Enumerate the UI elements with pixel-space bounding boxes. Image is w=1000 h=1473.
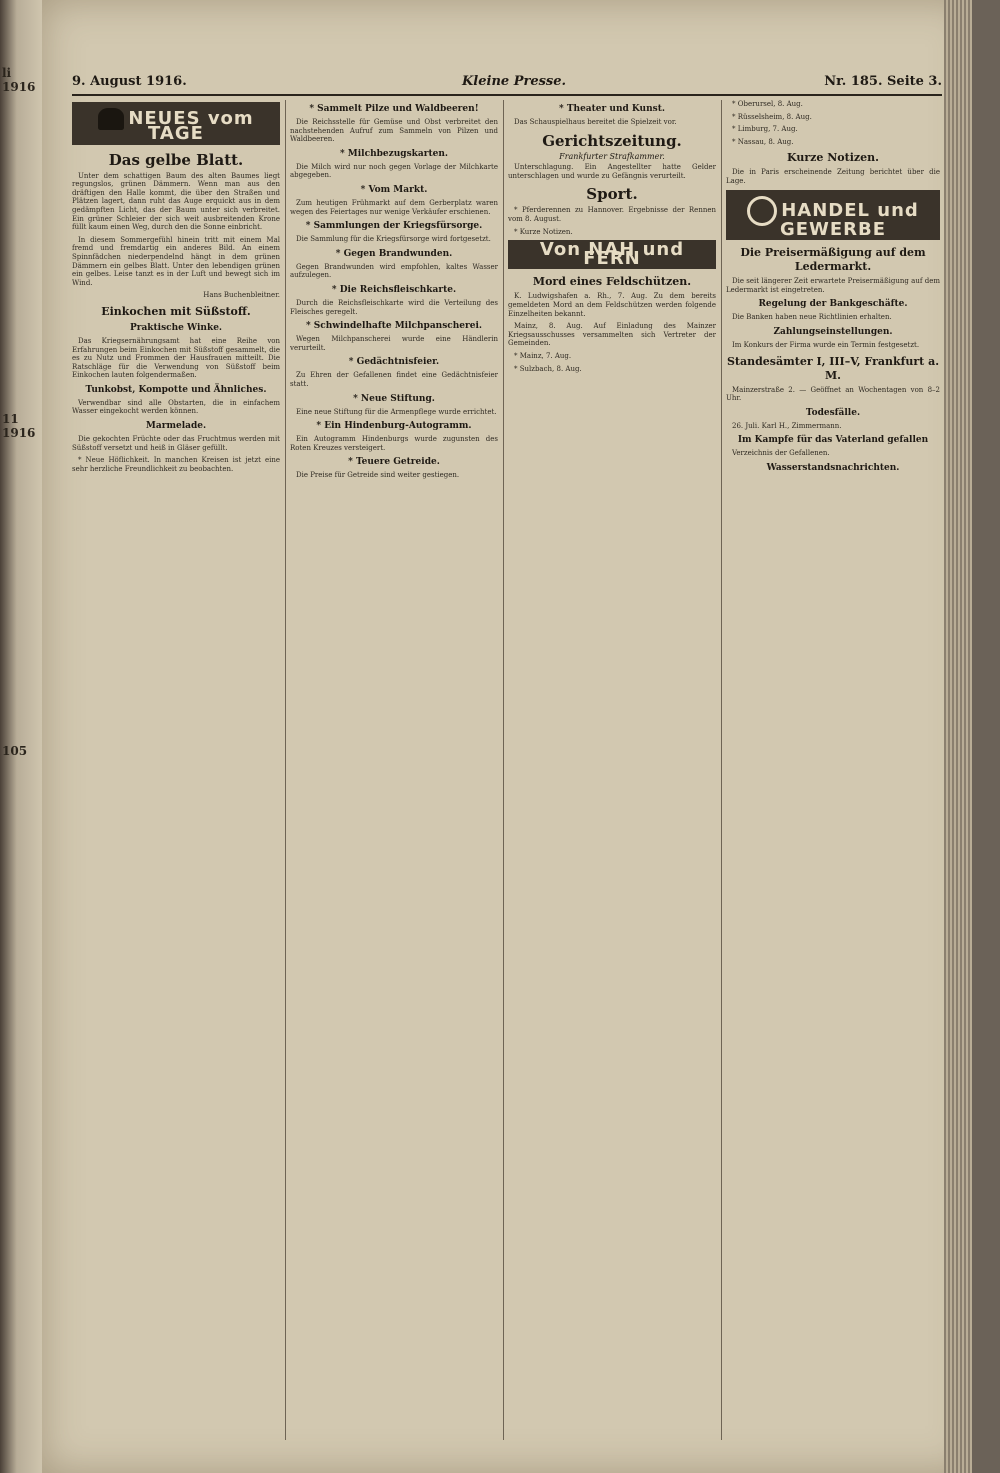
- gear-wheel-icon: [747, 196, 777, 226]
- article-title: Die Preisermäßigung auf dem Ledermarkt.: [740, 246, 926, 274]
- article-paragraph: K. Ludwigshafen a. Rh., 7. Aug. Zu dem bereits gemeldeten Mord an dem Feldschützen werden folgende Einzelheiten bekannt.: [508, 292, 716, 318]
- article-subtitle: * Vom Markt.: [360, 184, 428, 195]
- article-subtitle: * Gedächtnisfeier.: [348, 357, 440, 368]
- article-subtitle: Marmelade.: [145, 421, 207, 432]
- section-title-sport: Sport.: [586, 185, 638, 204]
- article-subtitle: * Gegen Brandwunden.: [335, 248, 453, 259]
- banner-text: HANDEL und GEWERBE: [779, 199, 919, 240]
- article-paragraph: Zum heutigen Frühmarkt auf dem Gerberplatz waren wegen des Feiertages nur wenige Verkäufer erschienen.: [290, 198, 498, 216]
- article-paragraph: Die Reichsstelle für Gemüse und Obst verbreitet den nachstehenden Aufruf zum Sammeln von Pilzen und Waldbeeren.: [290, 118, 498, 144]
- article-paragraph: * Mainz, 7. Aug.: [514, 351, 572, 360]
- section-banner-neues: [72, 102, 280, 145]
- article-paragraph: Verzeichnis der Gefallenen.: [732, 449, 830, 458]
- article-subtitle: * Schwindelhafte Milchpanscherei.: [305, 321, 483, 332]
- newspaper-page: [42, 0, 972, 1473]
- article-subtitle: * Teuere Getreide.: [348, 457, 440, 468]
- article-paragraph: Das Schauspielhaus bereitet die Spielzeit vor.: [514, 118, 677, 126]
- column-rule: [721, 100, 722, 1440]
- article-title: Mord eines Feldschützen.: [532, 275, 692, 289]
- article-paragraph: Eine neue Stiftung für die Armenpflege wurde errichtet.: [296, 407, 497, 416]
- column-rule: [285, 100, 286, 1440]
- article-subtitle: Im Kampfe für das Vaterland gefallen: [737, 435, 929, 446]
- article-paragraph: * Pferderennen zu Hannover. Ergebnisse der Rennen vom 8. August.: [508, 206, 716, 223]
- article-subtitle: Wasserstandsnachrichten.: [766, 462, 900, 473]
- article-subtitle: Praktische Winke.: [129, 322, 223, 333]
- article-paragraph: Das Kriegsernährungsamt hat eine Reihe von Erfahrungen beim Einkochen mit Süßstoff gesammelt, die es zu Nutz und Frommen der Hausfrauen mitteilt. Die Ratschläge für die Verwendung von Süßstoff beim Einkochen lauten folgendermaßen.: [72, 336, 280, 380]
- fragment-date: li 1916: [2, 66, 36, 94]
- article-signature: Hans Buchenbleitner.: [203, 291, 280, 300]
- article-subtitle: * Sammelt Pilze und Waldbeeren!: [309, 104, 479, 114]
- article-subtitle: * Neue Stiftung.: [353, 393, 435, 404]
- article-paragraph: Unter dem schattigen Baum des alten Baumes liegt regungslos, grünen Dämmern. Wenn man aus den dräftigen den Halle kommt, die über den Straßen und Plätzen lagert, dann ruht das Auge erquickt aus in dem gedämpften Licht, das der Baum unter sich verbreitet. Ein grüner Schleier der sich weit ausbreitenden Krone füllt kaum einen Weg, durch den die Sonne einbricht.: [72, 171, 280, 232]
- article-paragraph: * Oberursel, 8. Aug.: [732, 100, 803, 108]
- article-paragraph: Die gekochten Früchte oder das Fruchtmus werden mit Süßstoff versetzt und heiß in Gläser gefüllt.: [72, 435, 280, 452]
- article-paragraph: Mainzerstraße 2. — Geöffnet an Wochentagen von 8–2 Uhr.: [726, 385, 940, 403]
- article-title: Kurze Notizen.: [787, 151, 879, 165]
- column-2: [290, 100, 498, 1440]
- article-paragraph: Im Konkurs der Firma wurde ein Termin festgesetzt.: [732, 340, 920, 349]
- section-banner-handel: [726, 190, 940, 241]
- article-paragraph: In diesem Sommergefühl hinein tritt mit einem Mal fremd und fremdartig ein anderes Bild. An einem Spinnfädchen niederpendelnd hängt in dem grünen Dämmern ein gelbes Blatt. Unter den lebendigen grünen ein gelbes. Leise tanzt es in der Luft und bewegt sich im Wind.: [72, 235, 280, 287]
- article-paragraph: Zu Ehren der Gefallenen findet eine Gedächtnisfeier statt.: [290, 371, 498, 388]
- header-rule: [72, 94, 942, 96]
- article-paragraph: Wegen Milchpanscherei wurde eine Händlerin verurteilt.: [290, 335, 498, 352]
- section-banner-nah-fern: Von NAH und FERN: [508, 240, 716, 269]
- article-subtitle: * Sammlungen der Kriegsfürsorge.: [305, 221, 483, 232]
- article-paragraph: Ein Autogramm Hindenburgs wurde zugunsten des Roten Kreuzes versteigert.: [290, 435, 498, 452]
- eagle-icon: [98, 108, 124, 130]
- article-subtitle: * Milchbezugskarten.: [339, 148, 449, 159]
- article-subtitle: Regelung der Bankgeschäfte.: [758, 299, 908, 310]
- article-title: Standesämter I, III–V, Frankfurt a. M.: [726, 354, 940, 382]
- article-paragraph: Die Preise für Getreide sind weiter gestiegen.: [296, 471, 460, 480]
- article-paragraph: Die seit längerer Zeit erwartete Preisermäßigung auf dem Ledermarkt ist eingetreten.: [726, 277, 940, 294]
- article-subtitle: Zahlungseinstellungen.: [773, 326, 893, 337]
- article-paragraph: Unterschlagung. Ein Angestellter hatte Gelder unterschlagen und wurde zu Gefängnis verurteilt.: [508, 163, 716, 180]
- section-title-gericht: Gerichtszeitung.: [542, 131, 682, 150]
- column-4: [726, 100, 940, 1440]
- article-paragraph: * Nassau, 8. Aug.: [732, 137, 794, 146]
- column-3: [508, 100, 716, 1440]
- article-paragraph: * Rüsselsheim, 8. Aug.: [732, 112, 812, 121]
- article-title: Das gelbe Blatt.: [108, 150, 244, 169]
- article-title: Einkochen mit Süßstoff.: [101, 304, 251, 318]
- header-date: 9. August 1916.: [72, 74, 187, 89]
- article-paragraph: Die Sammlung für die Kriegsfürsorge wird fortgesetzt.: [296, 235, 491, 244]
- article-paragraph: Gegen Brandwunden wird empfohlen, kaltes Wasser aufzulegen.: [290, 262, 498, 280]
- article-paragraph: Verwendbar sind alle Obstarten, die in einfachem Wasser eingekocht werden können.: [72, 398, 280, 416]
- article-paragraph: Die Banken haben neue Richtlinien erhalten.: [732, 313, 892, 322]
- article-paragraph: 26. Juli. Karl H., Zimmermann.: [732, 421, 842, 430]
- article-paragraph: Die Milch wird nur noch gegen Vorlage der Milchkarte abgegeben.: [290, 162, 498, 180]
- page-edge: [944, 0, 972, 1473]
- fragment-number: 105: [2, 744, 28, 758]
- article-paragraph: * Limburg, 7. Aug.: [732, 125, 798, 134]
- article-paragraph: * Sulzbach, 8. Aug.: [514, 364, 582, 373]
- article-paragraph: Mainz, 8. Aug. Auf Einladung des Mainzer Kriegsausschusses versammelten sich Vertreter der Gemeinden.: [508, 322, 716, 348]
- article-paragraph: * Kurze Notizen.: [514, 227, 573, 236]
- article-subtitle: Frankfurter Strafkammer.: [559, 151, 665, 161]
- page-header: [72, 70, 942, 94]
- column-rule: [503, 100, 504, 1440]
- article-subtitle: * Theater und Kunst.: [559, 104, 665, 114]
- article-paragraph: Die in Paris erscheinende Zeitung berichtet über die Lage.: [726, 168, 940, 185]
- fragment-date-2: 11 1916: [2, 412, 36, 440]
- previous-page-strip: [0, 0, 42, 1473]
- article-paragraph: * Neue Höflichkeit. In manchen Kreisen ist jetzt eine sehr herzliche Freundlichkeit zu beobachten.: [72, 456, 280, 473]
- article-paragraph: Durch die Reichsfleischkarte wird die Verteilung des Fleisches geregelt.: [290, 298, 498, 316]
- header-paper-name: Kleine Presse.: [462, 74, 567, 89]
- article-subtitle: * Die Reichsfleischkarte.: [331, 284, 457, 295]
- column-1: [72, 100, 280, 1440]
- article-subtitle: Tunkobst, Kompotte und Ähnliches.: [85, 384, 267, 395]
- article-subtitle: * Ein Hindenburg-Autogramm.: [316, 421, 472, 432]
- article-subtitle: Todesfälle.: [805, 407, 861, 418]
- header-number: Nr. 185. Seite 3.: [824, 74, 942, 89]
- banner-text: NEUES vom TAGE: [128, 108, 254, 144]
